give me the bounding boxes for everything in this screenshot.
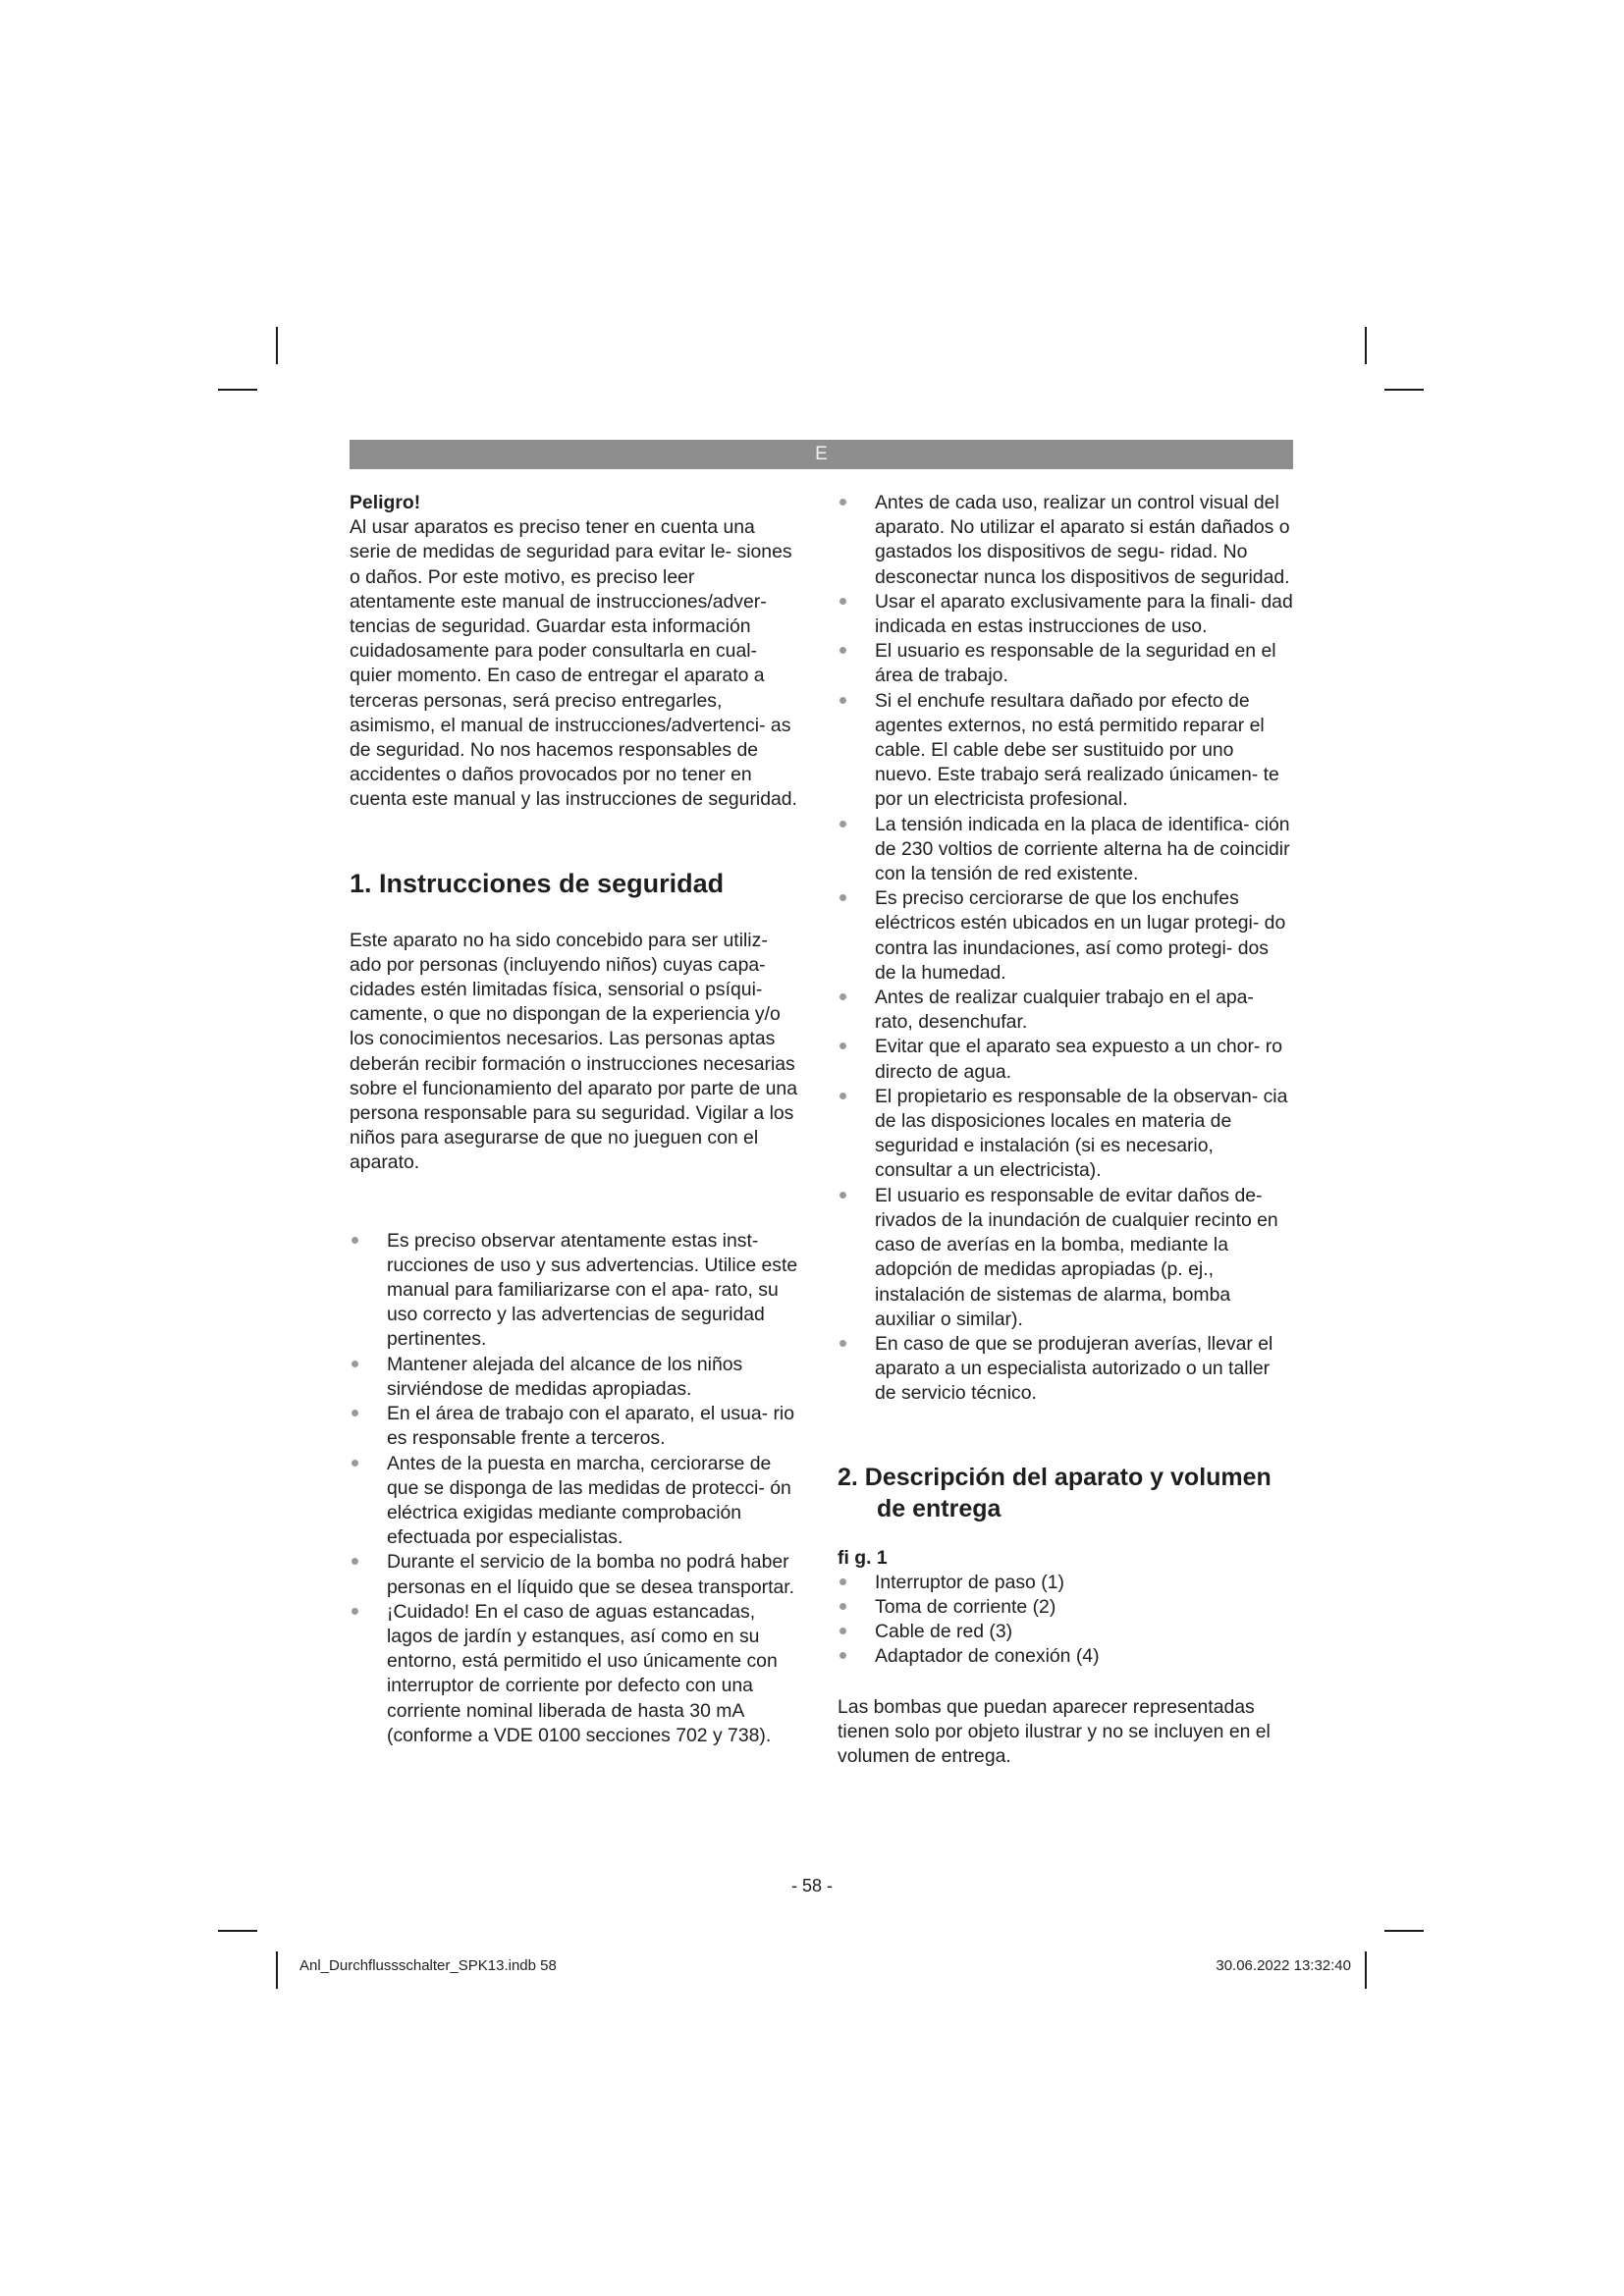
list-item: En caso de que se produjeran averías, llevar el aparato a un especialista autorizado o un taller de servicio técnico. bbox=[838, 1332, 1293, 1407]
list-item: Cable de red (3) bbox=[838, 1620, 1293, 1644]
left-column bbox=[350, 491, 801, 1748]
crop-mark-top-left-horizontal bbox=[218, 389, 257, 391]
crop-mark-top-left-vertical bbox=[276, 327, 278, 364]
list-item: En el área de trabajo con el aparato, el usua- rio es responsable frente a terceros. bbox=[350, 1402, 801, 1451]
section-1-title: 1. Instrucciones de seguridad bbox=[350, 868, 725, 898]
list-item: Durante el servicio de la bomba no podrá haber personas en el líquido que se desea transportar. bbox=[350, 1550, 801, 1599]
crop-mark-top-right-vertical bbox=[1365, 327, 1367, 364]
list-item: Es preciso observar atentamente estas inst- rucciones de uso y sus advertencias. Utilice este manual para familiarizarse con el apa- rato, su uso correcto y las advertencias de seguridad pertinentes. bbox=[350, 1229, 801, 1353]
safety-bullet-list-left bbox=[350, 1229, 801, 1748]
footer-datetime: 30.06.2022 13:32:40 bbox=[1216, 1957, 1351, 1974]
list-item: Interruptor de paso (1) bbox=[838, 1571, 1293, 1595]
crop-mark-top-right-horizontal bbox=[1384, 389, 1424, 391]
figure-label: fi g. 1 bbox=[838, 1546, 888, 1569]
crop-mark-bottom-right-vertical bbox=[1365, 1951, 1367, 1989]
list-item: El usuario es responsable de evitar daños de- rivados de la inundación de cualquier recinto en caso de averías en la bomba, mediante la adopción de medidas apropiadas (p. ej., instalación de sistemas de alarma, bomba auxiliar o similar). bbox=[838, 1184, 1293, 1332]
delivery-note: Las bombas que puedan aparecer representadas tienen solo por objeto ilustrar y no se incluyen en el volumen de entrega. bbox=[838, 1695, 1271, 1767]
list-item: El usuario es responsable de la seguridad en el área de trabajo. bbox=[838, 639, 1293, 688]
parts-list bbox=[838, 1571, 1293, 1670]
list-item: La tensión indicada en la placa de identifica- ción de 230 voltios de corriente alterna ha de coincidir con la tensión de red existente. bbox=[838, 813, 1293, 887]
danger-text: Al usar aparatos es preciso tener en cuenta una serie de medidas de seguridad para evitar le- siones o daños. Por este motivo, es preciso leer atentamente este manual de instrucciones/adver- tencias de seguridad. Guardar esta información cuidadosamente para poder consultarla en cual- quier momento. En caso de entregar el aparato a terceras personas, será preciso entregarles, asimismo, el manual de instrucciones/advertenci- as de seguridad. No nos hacemos responsables de accidentes o daños provocados por no tener en cuenta este manual y las instrucciones de seguridad. bbox=[350, 516, 797, 811]
list-item: Es preciso cerciorarse de que los enchufes eléctricos estén ubicados en un lugar protegi- do contra las inundaciones, así como protegi- dos de la humedad. bbox=[838, 886, 1293, 986]
language-header-bar bbox=[350, 440, 1293, 469]
language-code: E bbox=[815, 444, 828, 464]
list-item: El propietario es responsable de la observan- cia de las disposiciones locales en materia de seguridad e instalación (si es necesario, consultar a un electricista). bbox=[838, 1085, 1293, 1184]
list-item: Toma de corriente (2) bbox=[838, 1595, 1293, 1620]
crop-mark-bottom-right-horizontal bbox=[1384, 1930, 1424, 1932]
page-number: - 58 - bbox=[790, 1876, 833, 1896]
section-2-title: 2. Descripción del aparato y volumen de entrega bbox=[838, 1463, 1272, 1522]
list-item: Si el enchufe resultara dañado por efecto de agentes externos, no está permitido reparar el cable. El cable debe ser sustituido por uno nuevo. Este trabajo será realizado únicamen- te por un electricista profesional. bbox=[838, 689, 1293, 813]
list-item: Antes de la puesta en marcha, cerciorarse de que se disponga de las medidas de protecci- ón eléctrica exigidas mediante comprobación efectuada por especialistas. bbox=[350, 1452, 801, 1551]
safety-bullet-list-right bbox=[838, 491, 1293, 1407]
list-item: Adaptador de conexión (4) bbox=[838, 1644, 1293, 1669]
list-item: Evitar que el aparato sea expuesto a un chor- ro directo de agua. bbox=[838, 1035, 1293, 1084]
list-item: ¡Cuidado! En el caso de aguas estancadas, lagos de jardín y estanques, así como en su entorno, está permitido el uso únicamente con interruptor de corriente por defecto con una corriente nominal liberada de hasta 30 mA (conforme a VDE 0100 secciones 702 y 738). bbox=[350, 1600, 801, 1748]
footer-filename: Anl_Durchflussschalter_SPK13.indb 58 bbox=[299, 1957, 557, 1974]
list-item: Usar el aparato exclusivamente para la finali- dad indicada en estas instrucciones de uso. bbox=[838, 590, 1293, 639]
list-item: Antes de realizar cualquier trabajo en el apa- rato, desenchufar. bbox=[838, 986, 1293, 1035]
crop-mark-bottom-left-horizontal bbox=[218, 1930, 257, 1932]
list-item: Antes de cada uso, realizar un control visual del aparato. No utilizar el aparato si están dañados o gastados los dispositivos de segu- ridad. No desconectar nunca los dispositivos de seguridad. bbox=[838, 491, 1293, 590]
section-1-intro: Este aparato no ha sido concebido para ser utiliz- ado por personas (incluyendo niños) cuyas capa- cidades estén limitadas física, sensorial o psíqui- camente, o que no dispongan de la experiencia y/o los conocimientos necesarios. Las personas aptas deberán recibir formación o instrucciones necesarias sobre el funcionamiento del aparato por parte de una persona responsable para su seguridad. Vigilar a los niños para asegurarse de que no jueguen con el aparato. bbox=[350, 929, 797, 1174]
crop-mark-bottom-left-vertical bbox=[276, 1951, 278, 1989]
danger-title: Peligro! bbox=[350, 492, 421, 513]
list-item: Mantener alejada del alcance de los niños sirviéndose de medidas apropiadas. bbox=[350, 1353, 801, 1402]
right-column bbox=[838, 491, 1293, 1769]
